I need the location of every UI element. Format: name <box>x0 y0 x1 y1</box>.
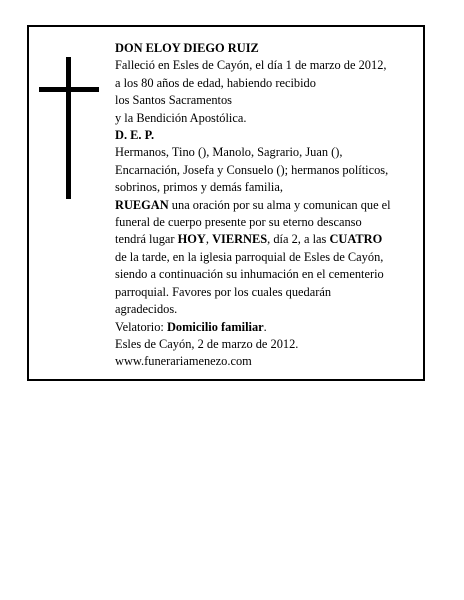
death-line-2: a los 80 años de edad, habiendo recibido <box>115 75 316 90</box>
death-line-4: y la Bendición Apostólica. <box>115 110 247 125</box>
request-line-4: de la tarde, en la iglesia parroquial de Esles de Cayón, <box>115 249 384 264</box>
place-date-line: Esles de Cayón, 2 de marzo de 2012. <box>115 336 299 351</box>
cross-icon <box>39 57 99 199</box>
family-line-2: Encarnación, Josefa y Consuelo (); hermanos políticos, <box>115 162 389 177</box>
request-line-6: parroquial. Favores por los cuales quedarán <box>115 284 332 299</box>
ruegan-word: RUEGAN <box>115 197 169 212</box>
request-line-3-start: tendrá lugar <box>115 232 178 247</box>
death-line-3: los Santos Sacramentos <box>115 93 233 108</box>
cross-vertical-bar <box>66 57 71 199</box>
hoy-word: HOY <box>177 232 206 247</box>
request-line-3 <box>115 231 421 248</box>
obituary-text <box>115 40 421 371</box>
request-line-1 <box>115 197 421 214</box>
family-line-1: Hermanos, Tino (), Manolo, Sagrario, Juan (), <box>115 145 343 160</box>
request-line-2: funeral de cuerpo presente por su eterno descanso <box>115 215 362 230</box>
cuatro-word: CUATRO <box>329 232 383 247</box>
cross-horizontal-bar <box>39 87 99 92</box>
death-line-1: Falleció en Esles de Cayón, el día 1 de marzo de 2012, <box>115 58 387 73</box>
request-line-5: siendo a continuación su inhumación en el cementerio <box>115 267 384 282</box>
request-line-3-middle: , día 2, a las <box>267 232 330 247</box>
velatorio-value: Domicilio familiar <box>166 319 264 334</box>
deceased-name: DON ELOY DIEGO RUIZ <box>115 41 259 55</box>
velatorio-label: Velatorio: <box>115 319 167 334</box>
velatorio-end: . <box>263 319 267 334</box>
obituary-card <box>27 25 425 381</box>
viernes-word: VIERNES <box>212 232 268 247</box>
family-line-3: sobrinos, primos y demás familia, <box>115 180 283 195</box>
request-line-7: agradecidos. <box>115 302 178 317</box>
dep-line: D. E. P. <box>115 128 155 143</box>
comma-separator: , <box>205 232 213 247</box>
velatorio-line <box>115 319 421 336</box>
request-line-1-rest: una oración por su alma y comunican que el <box>168 197 391 212</box>
website-line: www.funerariamenezo.com <box>115 354 252 369</box>
